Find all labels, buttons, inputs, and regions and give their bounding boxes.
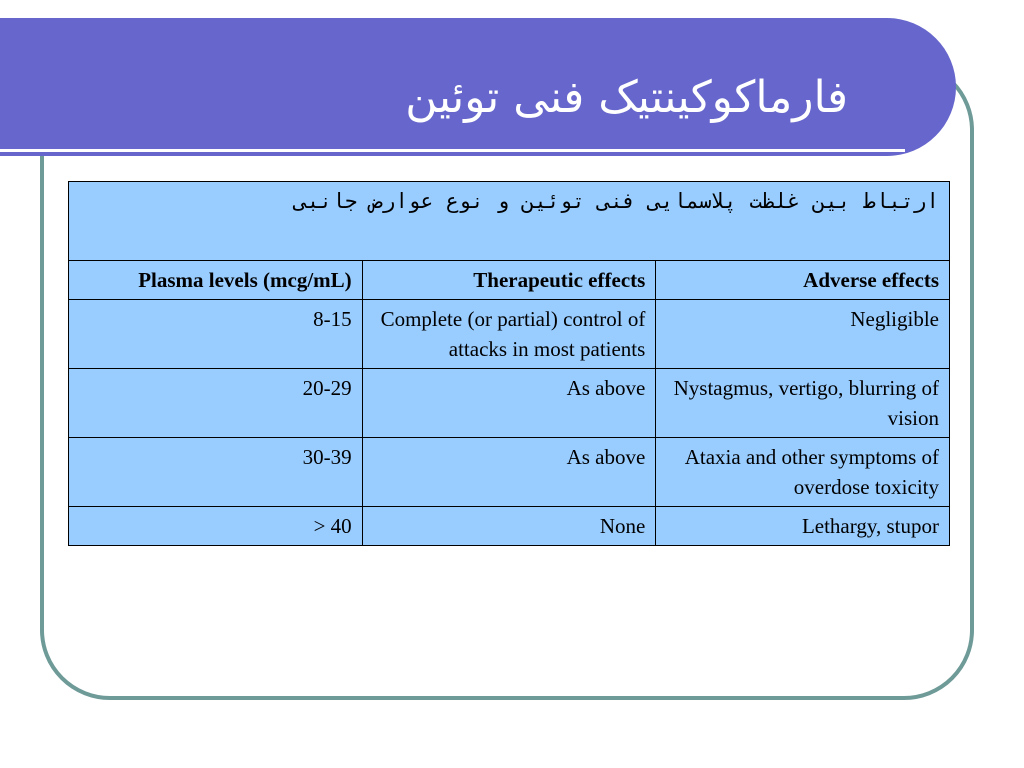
therapeutic-effect-cell: Complete (or partial) control of attacks in most patients bbox=[362, 300, 656, 369]
plasma-level-cell: 8-15 bbox=[69, 300, 363, 369]
plasma-level-cell: > 40 bbox=[69, 507, 363, 546]
table-row bbox=[69, 300, 950, 369]
header-plasma-levels: Plasma levels (mcg/mL) bbox=[69, 261, 363, 300]
table-caption: ارتباط بین غلظت پلاسمایی فنی توئین و نوع عوارض جانبی bbox=[69, 182, 950, 261]
therapeutic-effect-cell: As above bbox=[362, 438, 656, 507]
header-row bbox=[69, 261, 950, 300]
table-row bbox=[69, 507, 950, 546]
adverse-effect-cell: Nystagmus, vertigo, blurring of vision bbox=[656, 369, 950, 438]
plasma-level-cell: 20-29 bbox=[69, 369, 363, 438]
caption-row bbox=[69, 182, 950, 261]
title-bar bbox=[0, 18, 956, 156]
adverse-effect-cell: Lethargy, stupor bbox=[656, 507, 950, 546]
header-therapeutic-effects: Therapeutic effects bbox=[362, 261, 656, 300]
header-adverse-effects: Adverse effects bbox=[656, 261, 950, 300]
plasma-level-cell: 30-39 bbox=[69, 438, 363, 507]
plasma-levels-table bbox=[68, 181, 950, 546]
title-underline bbox=[0, 149, 905, 152]
adverse-effect-cell: Ataxia and other symptoms of overdose toxicity bbox=[656, 438, 950, 507]
table-row bbox=[69, 438, 950, 507]
therapeutic-effect-cell: As above bbox=[362, 369, 656, 438]
slide-title: فارماکوکینتیک فنی توئین bbox=[405, 72, 848, 123]
therapeutic-effect-cell: None bbox=[362, 507, 656, 546]
adverse-effect-cell: Negligible bbox=[656, 300, 950, 369]
table-row bbox=[69, 369, 950, 438]
